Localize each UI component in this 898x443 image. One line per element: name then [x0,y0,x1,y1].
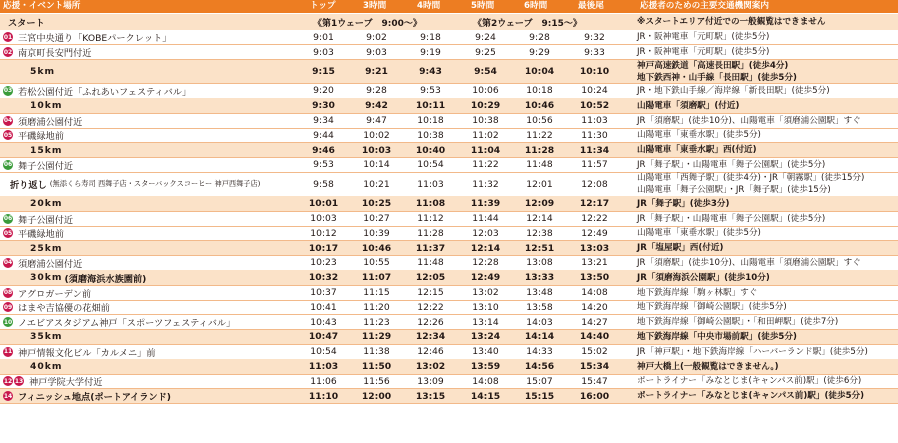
time-cell: 10:54 [310,346,337,358]
transit-cell [637,344,898,359]
time-cell: 12:00 [361,390,392,402]
transit-line: 地下鉄海岸線「中央市場前駅」(徒歩5分) [637,331,797,342]
transit-line: JR・地下鉄山手線／海岸線「新長田駅」(徒歩5分) [637,85,830,96]
location-cell [0,158,303,173]
header-3h: 3時間 [363,1,387,11]
time-cell: 10:18 [526,85,553,97]
time-cell: 9:25 [475,46,496,58]
transit-cell [637,60,898,84]
time-cell: 12:14 [470,242,501,254]
time-cell: 13:08 [526,257,553,269]
time-cell: 11:44 [472,213,499,225]
time-cell: 9:24 [475,31,496,43]
number-badge-icon: 10 [3,318,13,326]
location-cell [0,270,330,285]
time-cell: 10:23 [310,257,337,269]
time-cell: 10:39 [363,227,390,239]
transit-line: JR「舞子駅」・山陽電車「舞子公園駅」(徒歩5分) [637,213,826,224]
time-cell: 12:08 [581,178,608,190]
location-cell [0,172,310,196]
transit-cell [637,315,898,330]
time-cell: 10:14 [363,159,390,171]
time-cell: 10:21 [363,178,390,190]
transit-line: 山陽電車「東垂水駅」西(付近) [637,145,757,156]
transit-cell [637,300,898,315]
time-cell: 10:37 [310,287,337,299]
time-cell: 13:09 [417,375,444,387]
time-cell: 9:46 [312,144,335,156]
table-row [0,98,898,113]
transit-cell [637,172,898,196]
location-name: 35km [30,331,63,343]
transit-cell [637,84,898,99]
time-cell: 10:54 [417,159,444,171]
time-cell: 9:28 [529,31,550,43]
location-name: 30km [30,272,63,284]
location-cell [0,143,330,158]
time-cell: 11:50 [361,361,392,373]
time-cell: 10:52 [579,100,610,112]
time-cell: 11:38 [363,346,390,358]
time-cell: 12:34 [415,331,446,343]
location-name: 平磯緑地前 [18,229,64,241]
location-cell [0,113,303,128]
table-row [0,241,898,256]
time-cell: 16:00 [579,390,610,402]
time-cell: 10:04 [524,66,555,78]
table-row [0,84,898,99]
transit-cell [637,374,898,389]
location-name: 神戸情報文化ビル「カルメニ」前 [18,347,156,359]
time-cell: 9:34 [313,115,334,127]
time-cell: 10:38 [472,115,499,127]
table-row [0,143,898,158]
time-cell: 12:09 [524,198,555,210]
time-cell: 11:30 [581,129,608,141]
time-cell: 14:33 [526,346,553,358]
location-name: 平磯緑地前 [18,131,64,143]
table-row [0,315,898,330]
location-name: はまや吉協優の花畑前 [18,303,110,315]
transit-line: 神戸大橋上(一般観覧はできません。) [637,361,779,372]
time-cell: 11:32 [472,178,499,190]
location-cell [0,45,303,60]
time-cell: 15:07 [526,375,553,387]
number-badge-icon: 08 [3,289,13,297]
time-cell: 15:02 [581,346,608,358]
location-cell [0,211,303,226]
number-badge-icon: 11 [3,348,13,356]
location-name: 40km [30,361,63,373]
location-name: 須磨浦公園付近 [18,258,83,270]
time-cell: 12:01 [526,178,553,190]
transit-line: JR「神戸駅」・地下鉄海岸線「ハーバーランド駅」(徒歩5分) [637,346,868,357]
time-cell: 10:32 [308,272,339,284]
time-cell: 9:01 [313,31,334,43]
time-cell: 9:19 [420,46,441,58]
transit-line: 地下鉄海岸線「御崎公園駅」(徒歩5分) [637,302,787,313]
transit-cell [637,270,898,285]
transit-line: JR「須磨海浜公園駅」(徒歩10分) [637,272,770,283]
time-cell: 9:47 [366,115,387,127]
time-cell: 10:24 [581,85,608,97]
location-name: 折り返し [10,180,47,192]
transit-line: 地下鉄海岸線「駒ヶ林駅」すぐ [637,287,758,298]
time-cell: 11:02 [472,129,499,141]
start-row [0,14,898,30]
time-cell: 12:05 [415,272,446,284]
location-name: 10km [30,100,63,112]
transit-line: ポートライナー「みなとじま(キャンパス前)駅」(徒歩5分) [637,391,865,402]
time-cell: 11:20 [363,301,390,313]
time-cell: 11:07 [361,272,392,284]
time-cell: 10:40 [415,144,446,156]
table-row [0,270,898,285]
time-cell: 12:15 [417,287,444,299]
location-name: ノエビアスタジアム神戸「スポーツフェスティバル」 [18,318,236,330]
time-cell: 12:28 [472,257,499,269]
time-cell: 9:42 [365,100,388,112]
transit-cell [637,256,898,271]
transit-line: JR「舞子駅」(徒歩3分) [637,198,730,209]
location-name: 舞子公園付近 [18,160,74,172]
location-cell [0,241,330,256]
transit-cell [637,330,898,345]
transit-line: 地下鉄西神・山手線「長田駅」(徒歩5分) [637,72,797,83]
table-row [0,344,898,359]
time-cell: 11:04 [470,144,501,156]
location-cell [0,256,303,271]
time-cell: 10:27 [363,213,390,225]
time-cell: 12:26 [417,316,444,328]
table-row [0,158,898,173]
transit-line: 山陽電車「須磨駅」(付近) [637,100,740,111]
table-row [0,256,898,271]
table-row [0,128,898,143]
location-name: 三宮中央通り「KOBEパークレット」 [18,33,172,45]
time-cell: 10:03 [310,213,337,225]
location-name: 5km [30,66,56,78]
transit-cell [637,98,898,113]
time-cell: 11:03 [308,361,339,373]
time-cell: 10:25 [361,198,392,210]
time-cell: 10:38 [417,129,444,141]
table-row [0,285,898,300]
location-name: 須磨浦公園付近 [18,116,83,128]
time-cell: 11:03 [581,115,608,127]
transit-cell [637,158,898,173]
time-cell: 12:49 [470,272,501,284]
time-cell: 14:15 [470,390,501,402]
time-cell: 12:38 [526,227,553,239]
time-cell: 11:08 [415,198,446,210]
time-cell: 10:03 [361,144,392,156]
time-cell: 11:10 [308,390,339,402]
wave-2: 《第2ウェーブ 9:15～》 [473,18,582,29]
transit-line: JR・阪神電車「元町駅」(徒歩5分) [637,47,770,58]
time-cell: 11:34 [579,144,610,156]
time-cell: 11:03 [417,178,444,190]
time-cell: 9:43 [419,66,442,78]
table-row [0,211,898,226]
transit-cell [637,113,898,128]
location-name: 15km [30,144,63,156]
time-cell: 9:44 [313,129,334,141]
header-last: 最後尾 [578,1,604,11]
transit-cell [637,389,898,404]
location-cell [0,285,303,300]
time-cell: 11:28 [417,227,444,239]
transit-line: JR「須磨駅」(徒歩10分)、山陽電車「須磨浦公園駅」すぐ [637,115,861,126]
time-cell: 11:06 [310,375,337,387]
time-cell: 9:03 [313,46,334,58]
location-cell [0,84,303,99]
number-badge-icon: 05 [3,229,13,237]
location-cell [0,196,330,211]
location-cell [0,359,330,374]
time-cell: 10:55 [363,257,390,269]
location-name: アグロガーデン前 [18,288,92,300]
time-cell: 10:01 [308,198,339,210]
time-cell: 15:15 [524,390,555,402]
time-cell: 13:02 [415,361,446,373]
number-badge-icon: 02 [3,48,13,56]
time-cell: 14:20 [581,301,608,313]
table-row [0,359,898,374]
location-name: 20km [30,198,63,210]
time-cell: 9:28 [366,85,387,97]
time-cell: 11:12 [417,213,444,225]
time-cell: 10:18 [417,115,444,127]
time-cell: 13:14 [472,316,499,328]
time-cell: 13:03 [579,242,610,254]
time-cell: 10:12 [310,227,337,239]
time-cell: 10:11 [415,100,446,112]
time-cell: 14:56 [524,361,555,373]
time-cell: 9:53 [420,85,441,97]
number-badge-icon: 01 [3,33,13,41]
time-cell: 13:21 [581,257,608,269]
transit-line: 山陽電車「舞子公園駅」・JR「舞子駅」(徒歩15分) [637,185,831,196]
location-note: (無添くら寿司 西舞子店・スターバックスコーヒー 神戸西舞子店) [49,179,261,189]
transit-cell [637,196,898,211]
time-cell: 11:57 [581,159,608,171]
table-row [0,113,898,128]
time-cell: 9:30 [312,100,335,112]
time-cell: 11:15 [363,287,390,299]
time-cell: 13:15 [415,390,446,402]
wave-1: 《第1ウェーブ 9:00～》 [313,18,422,29]
time-cell: 13:33 [524,272,555,284]
number-badge-icon: 06 [3,215,13,223]
time-cell: 13:24 [470,331,501,343]
location-cell [0,315,303,330]
location-cell [0,389,303,404]
time-cell: 10:41 [310,301,337,313]
table-row [0,300,898,315]
transit-cell [637,285,898,300]
location-cell [0,60,330,84]
location-name: 25km [30,242,63,254]
transit-cell [637,30,898,45]
time-cell: 12:46 [417,346,444,358]
time-cell: 11:48 [417,257,444,269]
time-cell: 9:29 [529,46,550,58]
location-cell [0,226,303,241]
time-cell: 10:06 [472,85,499,97]
time-cell: 13:59 [470,361,501,373]
header-transit: 応援者のための主要交通機関案内 [640,1,769,11]
transit-line: 山陽電車「東垂水駅」(徒歩5分) [637,228,761,239]
row-divider [0,403,898,404]
location-cell [0,344,303,359]
time-cell: 13:40 [472,346,499,358]
time-cell: 9:54 [474,66,497,78]
table-row [0,30,898,45]
transit-cell [637,128,898,143]
time-cell: 12:17 [579,198,610,210]
location-cell [0,374,303,389]
time-cell: 12:03 [472,227,499,239]
time-cell: 13:58 [526,301,553,313]
number-badge-icon: 03 [3,87,13,95]
table-row [0,45,898,60]
table-row [0,374,898,389]
time-cell: 10:29 [470,100,501,112]
transit-line: JR・阪神電車「元町駅」(徒歩5分) [637,32,770,43]
number-badge-icon: 14 [3,392,13,400]
time-cell: 15:34 [579,361,610,373]
time-cell: 9:18 [420,31,441,43]
header-location: 応援・イベント場所 [3,1,81,11]
time-cell: 13:10 [472,301,499,313]
transit-line: JR「塩屋駅」西(付近) [637,243,724,254]
time-cell: 9:21 [365,66,388,78]
time-cell: 14:27 [581,316,608,328]
location-cell [0,128,303,143]
transit-line: 地下鉄海岸線「御崎公園駅」・「和田岬駅」(徒歩7分) [637,317,839,328]
time-cell: 10:56 [526,115,553,127]
time-cell: 11:23 [363,316,390,328]
table-row [0,226,898,241]
time-cell: 11:39 [470,198,501,210]
time-cell: 10:02 [363,129,390,141]
transit-cell [637,241,898,256]
time-cell: 9:32 [584,31,605,43]
location-name: 若松公園付近「ふれあいフェスティバル」 [18,86,192,98]
location-cell [0,300,303,315]
transit-cell [637,45,898,60]
time-cell: 12:22 [417,301,444,313]
start-label: スタート [8,18,45,29]
time-cell: 11:56 [363,375,390,387]
table-row [0,389,898,404]
time-cell: 14:14 [524,331,555,343]
location-name: 神戸学院大学付近 [29,377,103,389]
time-cell: 13:50 [579,272,610,284]
number-badge-icon: 04 [3,259,13,267]
number-badge-icon: 04 [3,117,13,125]
number-badge-icon: 06 [3,161,13,169]
time-cell: 10:46 [361,242,392,254]
time-cell: 9:15 [312,66,335,78]
location-name: フィニッシュ地点(ポートアイランド) [18,392,172,404]
transit-line: 神戸高速鉄道「高速長田駅」(徒歩4分) [637,60,789,71]
time-cell: 9:53 [313,159,334,171]
time-cell: 14:08 [581,287,608,299]
time-cell: 9:03 [366,46,387,58]
time-cell: 13:48 [526,287,553,299]
table-header [0,0,898,13]
transit-line: JR「須磨駅」(徒歩10分)、山陽電車「須磨浦公園駅」すぐ [637,257,861,268]
number-badge-icon: 05 [3,131,13,139]
transit-cell [637,211,898,226]
time-cell: 10:47 [308,331,339,343]
time-cell: 14:08 [472,375,499,387]
time-cell: 10:46 [524,100,555,112]
location-name: 舞子公園付近 [18,214,74,226]
header-top: トップ [310,1,336,11]
time-cell: 11:37 [415,242,446,254]
time-cell: 12:49 [581,227,608,239]
time-cell: 11:48 [526,159,553,171]
location-cell [0,330,330,345]
location-cell [0,30,303,45]
time-cell: 14:40 [579,331,610,343]
transit-cell [637,143,898,158]
location-name: 南京町長安門付近 [18,48,92,60]
header-4h: 4時間 [417,1,441,11]
table-row [0,60,898,84]
time-cell: 9:02 [366,31,387,43]
time-cell: 9:20 [313,85,334,97]
time-cell: 13:02 [472,287,499,299]
time-cell: 10:17 [308,242,339,254]
time-cell: 9:33 [584,46,605,58]
header-6h: 6時間 [524,1,548,11]
header-5h: 5時間 [471,1,495,11]
time-cell: 14:03 [526,316,553,328]
number-badge-icon: 12 [3,377,13,385]
time-cell: 10:43 [310,316,337,328]
number-badge-icon: 09 [3,303,13,311]
time-cell: 11:22 [472,159,499,171]
table-row [0,196,898,211]
location-cell [0,98,330,113]
transit-cell [637,226,898,241]
time-cell: 12:51 [524,242,555,254]
time-cell: 9:58 [313,178,334,190]
time-cell: 15:47 [581,375,608,387]
transit-line: 山陽電車「東垂水駅」(徒歩5分) [637,130,761,141]
time-cell: 11:28 [524,144,555,156]
time-cell: 12:14 [526,213,553,225]
transit-cell [637,359,898,374]
time-cell: 11:22 [526,129,553,141]
start-transit: ※スタートエリア付近での一般観覧はできません [637,17,826,27]
table-row [0,330,898,345]
location-sub: (須磨海浜水族園前) [64,273,147,285]
time-cell: 12:22 [581,213,608,225]
time-cell: 10:10 [579,66,610,78]
number-badge-icon: 13 [14,377,24,385]
time-cell: 11:29 [361,331,392,343]
transit-line: 山陽電車「西舞子駅」(徒歩4分)・JR「朝霧駅」(徒歩15分) [637,173,865,184]
transit-line: ポートライナー「みなとじま(キャンパス前)駅」(徒歩6分) [637,376,862,387]
table-row [0,172,898,196]
transit-line: JR「舞子駅」・山陽電車「舞子公園駅」(徒歩5分) [637,159,826,170]
